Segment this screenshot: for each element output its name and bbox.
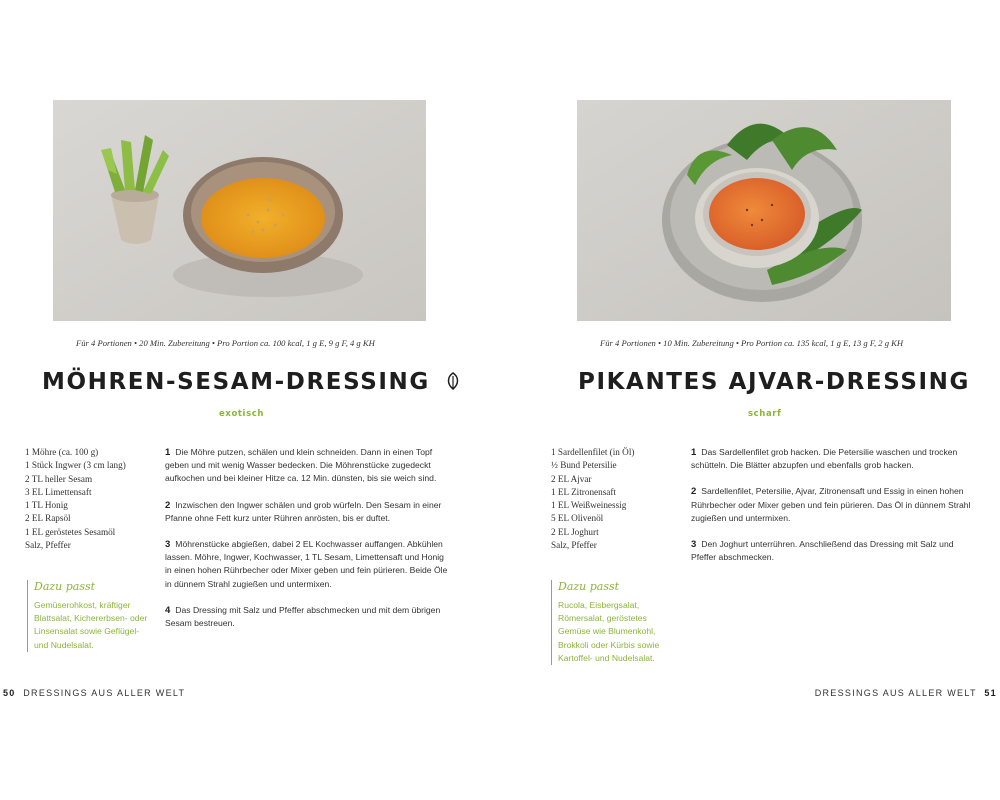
- pairing-tip: [27, 580, 152, 652]
- step-number: 3: [691, 539, 697, 551]
- page-number: 51: [984, 688, 997, 698]
- tip-heading: Dazu passt: [34, 580, 96, 593]
- step-number: 4: [165, 604, 171, 616]
- step-text: Die Möhre putzen, schälen und klein schneiden. Dann in einen Topf geben und mit wenig Wasser bedecken. Die Möhrenstücke zugedeckt aufkochen und bei kleiner Hitze ca. 12 Min. dünsten, bis sie weich sind.: [165, 447, 437, 484]
- ingredient-item: ½ Bund Petersilie: [551, 460, 617, 471]
- recipe-title: [42, 369, 460, 396]
- ingredient-item: 1 EL Weißweinessig: [551, 500, 627, 511]
- ingredient-item: Salz, Pfeffer: [551, 540, 597, 551]
- ingredient-item: 1 EL geröstetes Sesamöl: [25, 526, 116, 537]
- ingredient-item: 1 TL Honig: [25, 500, 68, 511]
- ingredient-item: 1 Stück Ingwer (3 cm lang): [25, 460, 126, 471]
- instruction-steps: [165, 446, 450, 643]
- recipe-title-text: PIKANTES AJVAR-DRESSING: [578, 369, 971, 395]
- page-footer: [815, 688, 997, 698]
- instruction-step: [165, 604, 450, 630]
- ingredient-item: 2 EL Joghurt: [551, 526, 599, 537]
- instruction-step: [691, 446, 971, 472]
- instruction-step: [691, 485, 971, 525]
- recipe-photo-ajvar: [577, 100, 951, 321]
- step-text: Möhrenstücke abgießen, dabei 2 EL Kochwasser auffangen. Abkühlen lassen. Möhre, Ingwer, Kochwasser, 1 TL Sesam, Limettensaft und Honig in einen hohen Rührbecher oder Mixer geben und fein pürieren. Beide Öle in dünnem Strahl zugießen und untermixen.: [165, 539, 448, 589]
- ingredient-item: 3 EL Limettensaft: [25, 486, 92, 497]
- step-text: Den Joghurt unterrühren. Anschließend das Dressing mit Salz und Pfeffer abschmecken.: [691, 539, 954, 563]
- step-number: 3: [165, 539, 171, 551]
- ingredient-item: 2 TL heller Sesam: [25, 473, 93, 484]
- recipe-meta: Für 4 Portionen • 20 Min. Zubereitung • Pro Portion ca. 100 kcal, 1 g E, 9 g F, 4 g KH: [76, 338, 375, 348]
- ingredient-list: [551, 446, 634, 552]
- step-text: Das Dressing mit Salz und Pfeffer abschmecken und mit dem übrigen Sesam bestreuen.: [165, 604, 441, 629]
- tip-text: Gemüserohkost, kräftiger Blattsalat, Kichererbsen- oder Linsensalat sowie Geflügel- und Nudelsalat.: [34, 600, 148, 650]
- tip-heading: Dazu passt: [558, 580, 620, 593]
- ingredient-list: [25, 446, 126, 552]
- running-footer: DRESSINGS AUS ALLER WELT: [814, 688, 977, 698]
- recipe-tag: exotisch: [219, 409, 265, 419]
- ingredient-item: 1 EL Zitronensaft: [551, 486, 616, 497]
- ingredient-item: 5 EL Olivenöl: [551, 513, 604, 524]
- instruction-step: [165, 499, 450, 525]
- instruction-step: [165, 538, 450, 591]
- step-number: 2: [165, 499, 171, 511]
- ingredient-item: Salz, Pfeffer: [25, 540, 71, 551]
- page-footer: [3, 688, 185, 698]
- running-footer: DRESSINGS AUS ALLER WELT: [23, 688, 186, 698]
- step-number: 1: [165, 447, 171, 458]
- instruction-steps: [691, 446, 971, 577]
- recipe-meta: Für 4 Portionen • 10 Min. Zubereitung • Pro Portion ca. 135 kcal, 1 g E, 13 g F, 2 g KH: [600, 338, 904, 348]
- step-text: Inzwischen den Ingwer schälen und grob würfeln. Den Sesam in einer Pfanne ohne Fett kurz unter Rühren anrösten, bis er duftet.: [165, 499, 442, 523]
- step-text: Sardellenfilet, Petersilie, Ajvar, Zitronensaft und Essig in einen hohen Rührbecher oder Mixer geben und fein pürieren. Das Öl in dünnem Strahl zugießen und untermixen.: [691, 486, 971, 523]
- leaf-icon: [446, 370, 460, 396]
- instruction-step: [691, 538, 971, 564]
- pairing-tip: [551, 580, 676, 665]
- recipe-title: [578, 369, 970, 395]
- step-number: 1: [691, 447, 697, 458]
- right-page: [500, 0, 1000, 800]
- step-number: 2: [691, 486, 697, 498]
- tip-text: Rucola, Eisbergsalat, Römersalat, geröstetes Gemüse wie Blumenkohl, Brokkoli oder Kürbis sowie Kartoffel- und Nudelsalat.: [558, 600, 660, 663]
- ingredient-item: 1 Sardellenfilet (in Öl): [551, 447, 635, 457]
- recipe-title-text: MÖHREN-SESAM-DRESSING: [42, 369, 430, 395]
- recipe-photo-carrot-sesame: [53, 100, 426, 321]
- ingredient-item: 2 EL Ajvar: [551, 473, 592, 484]
- step-text: Das Sardellenfilet grob hacken. Die Petersilie waschen und trocken schütteln. Die Blätter abzupfen und ebenfalls grob hacken.: [691, 447, 958, 471]
- ingredient-item: 2 EL Rapsöl: [25, 513, 71, 524]
- ingredient-item: 1 Möhre (ca. 100 g): [25, 447, 99, 457]
- page-number: 50: [3, 688, 16, 698]
- instruction-step: [165, 446, 450, 486]
- recipe-tag: scharf: [748, 409, 782, 419]
